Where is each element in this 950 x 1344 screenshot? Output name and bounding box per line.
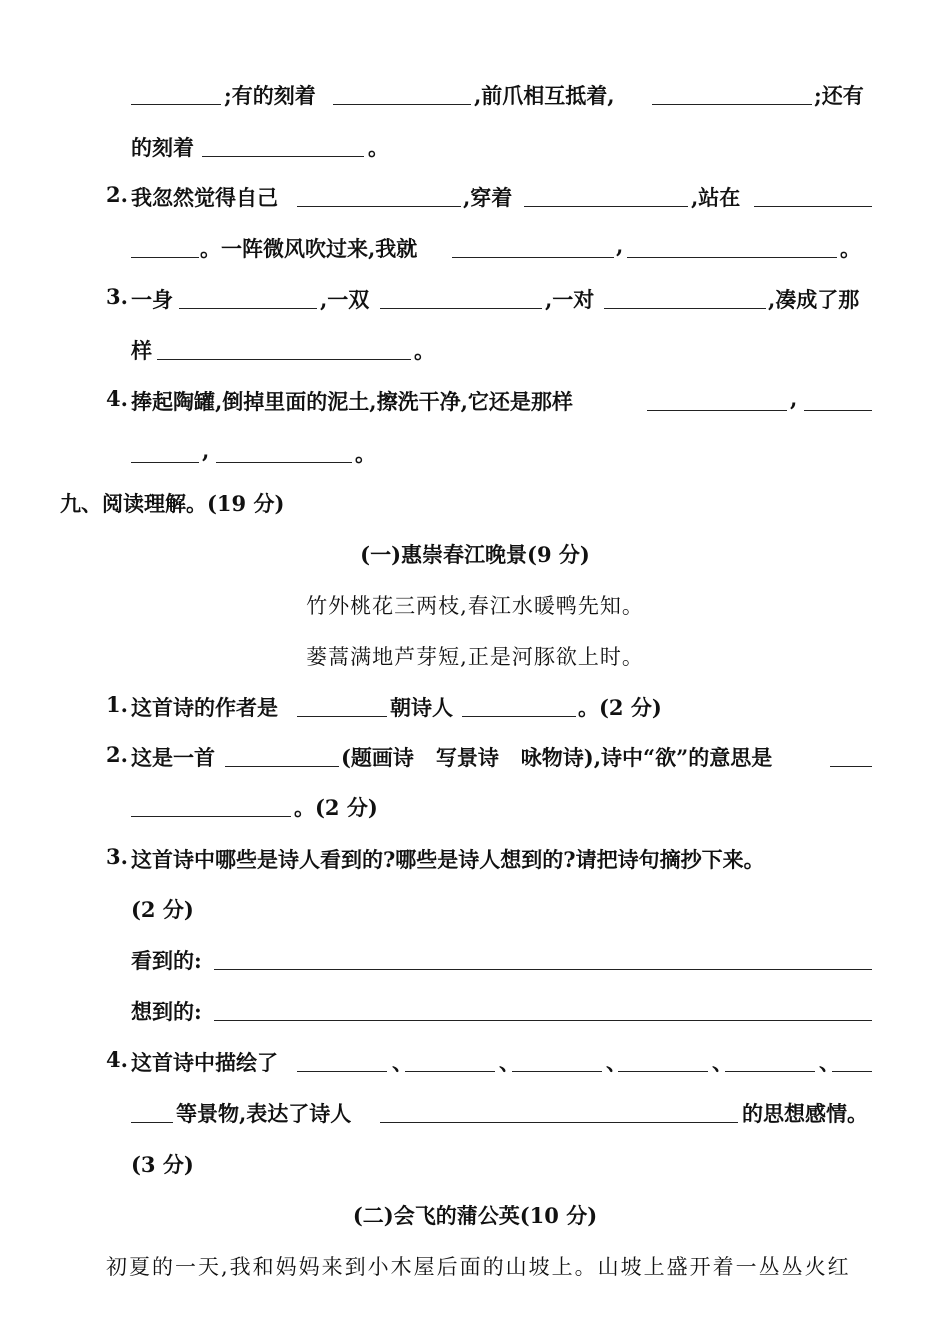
text: 。 [414,338,435,363]
blank[interactable] [830,766,872,767]
blank[interactable] [131,104,221,105]
poem-text: 竹外桃花三两枝,春江水暖鸭先知。 [306,594,644,618]
text: 的刻着 [131,135,194,160]
blank[interactable] [804,410,872,411]
blank[interactable] [216,462,352,463]
question-number: 3. [106,844,128,869]
blank[interactable] [380,1122,738,1123]
separator: 、 [499,1050,520,1075]
blank[interactable] [754,206,872,207]
text: 样 [131,338,152,363]
text: 朝诗人 [390,695,453,720]
text: ,一对 [545,287,595,312]
text: 。 [840,236,861,261]
poem-text: 蒌蒿满地芦芽短,正是河豚欲上时。 [306,645,644,669]
blank[interactable] [725,1071,815,1072]
text: 等景物,表达了诗人 [176,1101,352,1126]
answer-line[interactable] [214,1020,872,1021]
blank[interactable] [627,257,837,258]
reading-q4-score [0,1143,950,1183]
text: 的思想感情。 [742,1101,868,1126]
label: 想到的: [131,999,202,1024]
fill-line-2 [0,126,950,166]
blank[interactable] [462,716,576,717]
separator: 、 [392,1050,413,1075]
poem-title: (一)惠崇春江晚景(9 分) [360,542,590,567]
reading-q4-cont [0,1092,950,1132]
text: ,一双 [320,287,370,312]
part2-title [0,1194,950,1234]
text: 。(2 分) [578,695,662,720]
seen-line [0,939,950,979]
text: ,前爪相互抵着, [474,83,615,108]
text: 。(2 分) [294,795,378,820]
text: ,站在 [691,185,741,210]
question-number: 1. [106,692,128,717]
part1-title [0,533,950,573]
blank[interactable] [604,308,766,309]
text: 这首诗中描绘了 [131,1050,278,1075]
answer-line[interactable] [214,969,872,970]
text: 。一阵微风吹过来,我就 [200,236,418,261]
separator: 、 [819,1050,840,1075]
text: 。 [368,135,389,160]
text: , [790,386,798,411]
question-4-cont [0,432,950,472]
section-title: 九、阅读理解。(19 分) [60,491,285,516]
question-3-cont [0,329,950,369]
blank[interactable] [225,766,339,767]
text: 这是一首 [131,745,215,770]
blank[interactable] [652,104,812,105]
text: 这首诗中哪些是诗人看到的?哪些是诗人想到的?请把诗句摘抄下来。 [131,847,765,872]
blank[interactable] [131,816,291,817]
question-number: 4. [106,1047,128,1072]
blank[interactable] [512,1071,602,1072]
blank[interactable] [832,1071,872,1072]
text: ;有的刻着 [224,83,316,108]
question-number: 2. [106,182,128,207]
reading-q1 [0,686,950,726]
text: 这首诗的作者是 [131,695,278,720]
separator: 、 [606,1050,627,1075]
section-heading [0,482,950,522]
text: (题画诗 写景诗 咏物诗),诗中“欲”的意思是 [341,745,773,770]
reading-q2 [0,736,950,776]
question-number: 3. [106,284,128,309]
thought-line [0,990,950,1030]
text: ;还有 [814,83,864,108]
blank[interactable] [524,206,688,207]
reading-q4 [0,1041,950,1081]
text: 。 [355,441,376,466]
passage-paragraph [0,1245,950,1285]
blank[interactable] [157,359,411,360]
blank[interactable] [179,308,317,309]
text: 捧起陶罐,倒掉里面的泥土,擦洗干净,它还是那样 [131,389,573,414]
text: ,凑成了那 [768,287,860,312]
question-2 [0,176,950,216]
passage-text: 初夏的一天,我和妈妈来到小木屋后面的山坡上。山坡上盛开着一丛丛火红 [106,1255,851,1279]
poem-line-1 [0,584,950,624]
blank[interactable] [405,1071,495,1072]
reading-q3 [0,838,950,878]
passage-title: (二)会飞的蒲公英(10 分) [352,1203,598,1228]
text: ,穿着 [463,185,513,210]
score: (2 分) [131,897,194,922]
blank[interactable] [297,206,461,207]
question-number: 2. [106,742,128,767]
blank[interactable] [333,104,471,105]
reading-q3-score [0,888,950,928]
blank[interactable] [618,1071,708,1072]
question-number: 4. [106,386,128,411]
label: 看到的: [131,948,202,973]
question-3 [0,278,950,318]
blank[interactable] [647,410,787,411]
question-2-cont [0,227,950,267]
text: 我忽然觉得自己 [131,185,278,210]
text: , [616,233,624,258]
poem-line-2 [0,635,950,675]
blank[interactable] [131,462,199,463]
reading-q2-cont [0,786,950,826]
blank[interactable] [297,716,387,717]
blank[interactable] [297,1071,387,1072]
blank[interactable] [452,257,614,258]
fill-line-1 [0,74,950,114]
blank[interactable] [380,308,542,309]
text: , [202,438,210,463]
blank[interactable] [202,156,364,157]
separator: 、 [712,1050,733,1075]
score: (3 分) [131,1152,194,1177]
question-4 [0,380,950,420]
blank[interactable] [131,1122,173,1123]
text: 一身 [131,287,173,312]
blank[interactable] [131,257,199,258]
